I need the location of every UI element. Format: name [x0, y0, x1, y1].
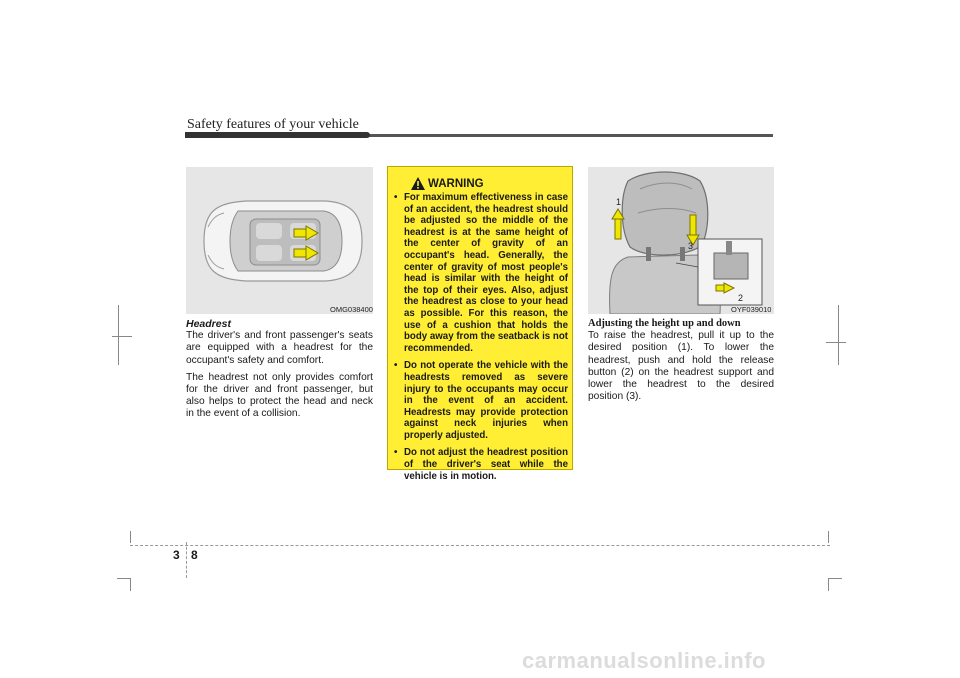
warning-title: WARNING [428, 178, 484, 190]
crop-mark [828, 531, 829, 543]
warning-item: • Do not operate the vehicle with the headrests removed as severe injury to the occupants may occur in the event of an accident. Headrests may provide protection against neck injuries when properly adjusted. [394, 360, 568, 441]
watermark-text: carmanualsonline.info [522, 648, 766, 673]
crop-mark [828, 578, 842, 579]
headrest-paragraph-1: The driver's and front passenger's seats are equipped with a headrest for the occupant's safety and comfort. [186, 330, 373, 366]
callout-3: 3 [688, 241, 694, 251]
crop-mark [112, 336, 132, 337]
figure-code-left: OMG038400 [330, 305, 373, 314]
crop-mark [826, 342, 846, 343]
warning-item: • Do not adjust the headrest position of the driver's seat while the vehicle is in motion. [394, 447, 568, 482]
warning-box [387, 166, 573, 482]
adjust-height-heading: Adjusting the height up and down [588, 318, 741, 329]
page-index: 8 [191, 548, 199, 562]
headrest-illustration [588, 167, 774, 314]
crop-mark [838, 305, 839, 365]
adjust-height-paragraph: To raise the headrest, pull it up to the desired position (1). To lower the headrest, push and hold the release button (2) on the headrest support and lower the headrest to the desired position (3). [588, 330, 774, 403]
page-number [173, 548, 199, 562]
header-rule-accent [185, 132, 370, 138]
crop-mark [118, 305, 119, 365]
crop-mark [117, 578, 131, 579]
warning-item: • For maximum effectiveness in case of an accident, the headrest should be adjusted so the middle of the headrest is at the same height of the center of gravity of an occupant's head. Generally, the center of gravity of most people's head is similar with the height of the top of their eyes. Also, adjust the headrest as close to your head as possible. For this reason, the use of a cushion that holds the body away from the seatback is not recommended. [394, 192, 568, 354]
page-section: 3 [173, 548, 181, 562]
headrest-adjustment-figure [588, 167, 774, 314]
warning-list [394, 192, 568, 488]
warning-header [388, 175, 572, 193]
callout-1: 1 [616, 197, 622, 207]
car-top-view-illustration [186, 167, 373, 314]
car-top-view-figure [186, 167, 373, 314]
crop-mark [828, 579, 829, 591]
callout-2: 2 [738, 293, 744, 303]
figure-code-right: OYF039010 [731, 305, 772, 314]
section-title: Safety features of your vehicle [187, 117, 359, 132]
headrest-heading: Headrest [186, 318, 231, 330]
footer-dashed-rule [130, 545, 830, 546]
crop-mark [130, 531, 131, 543]
crop-mark [130, 579, 131, 591]
adjust-height-section [588, 318, 774, 408]
headrest-section [186, 318, 373, 426]
warning-triangle-icon [411, 177, 425, 190]
headrest-paragraph-2: The headrest not only provides comfort for the driver and front passenger, but also helps to protect the head and neck in the event of a collision. [186, 371, 373, 420]
